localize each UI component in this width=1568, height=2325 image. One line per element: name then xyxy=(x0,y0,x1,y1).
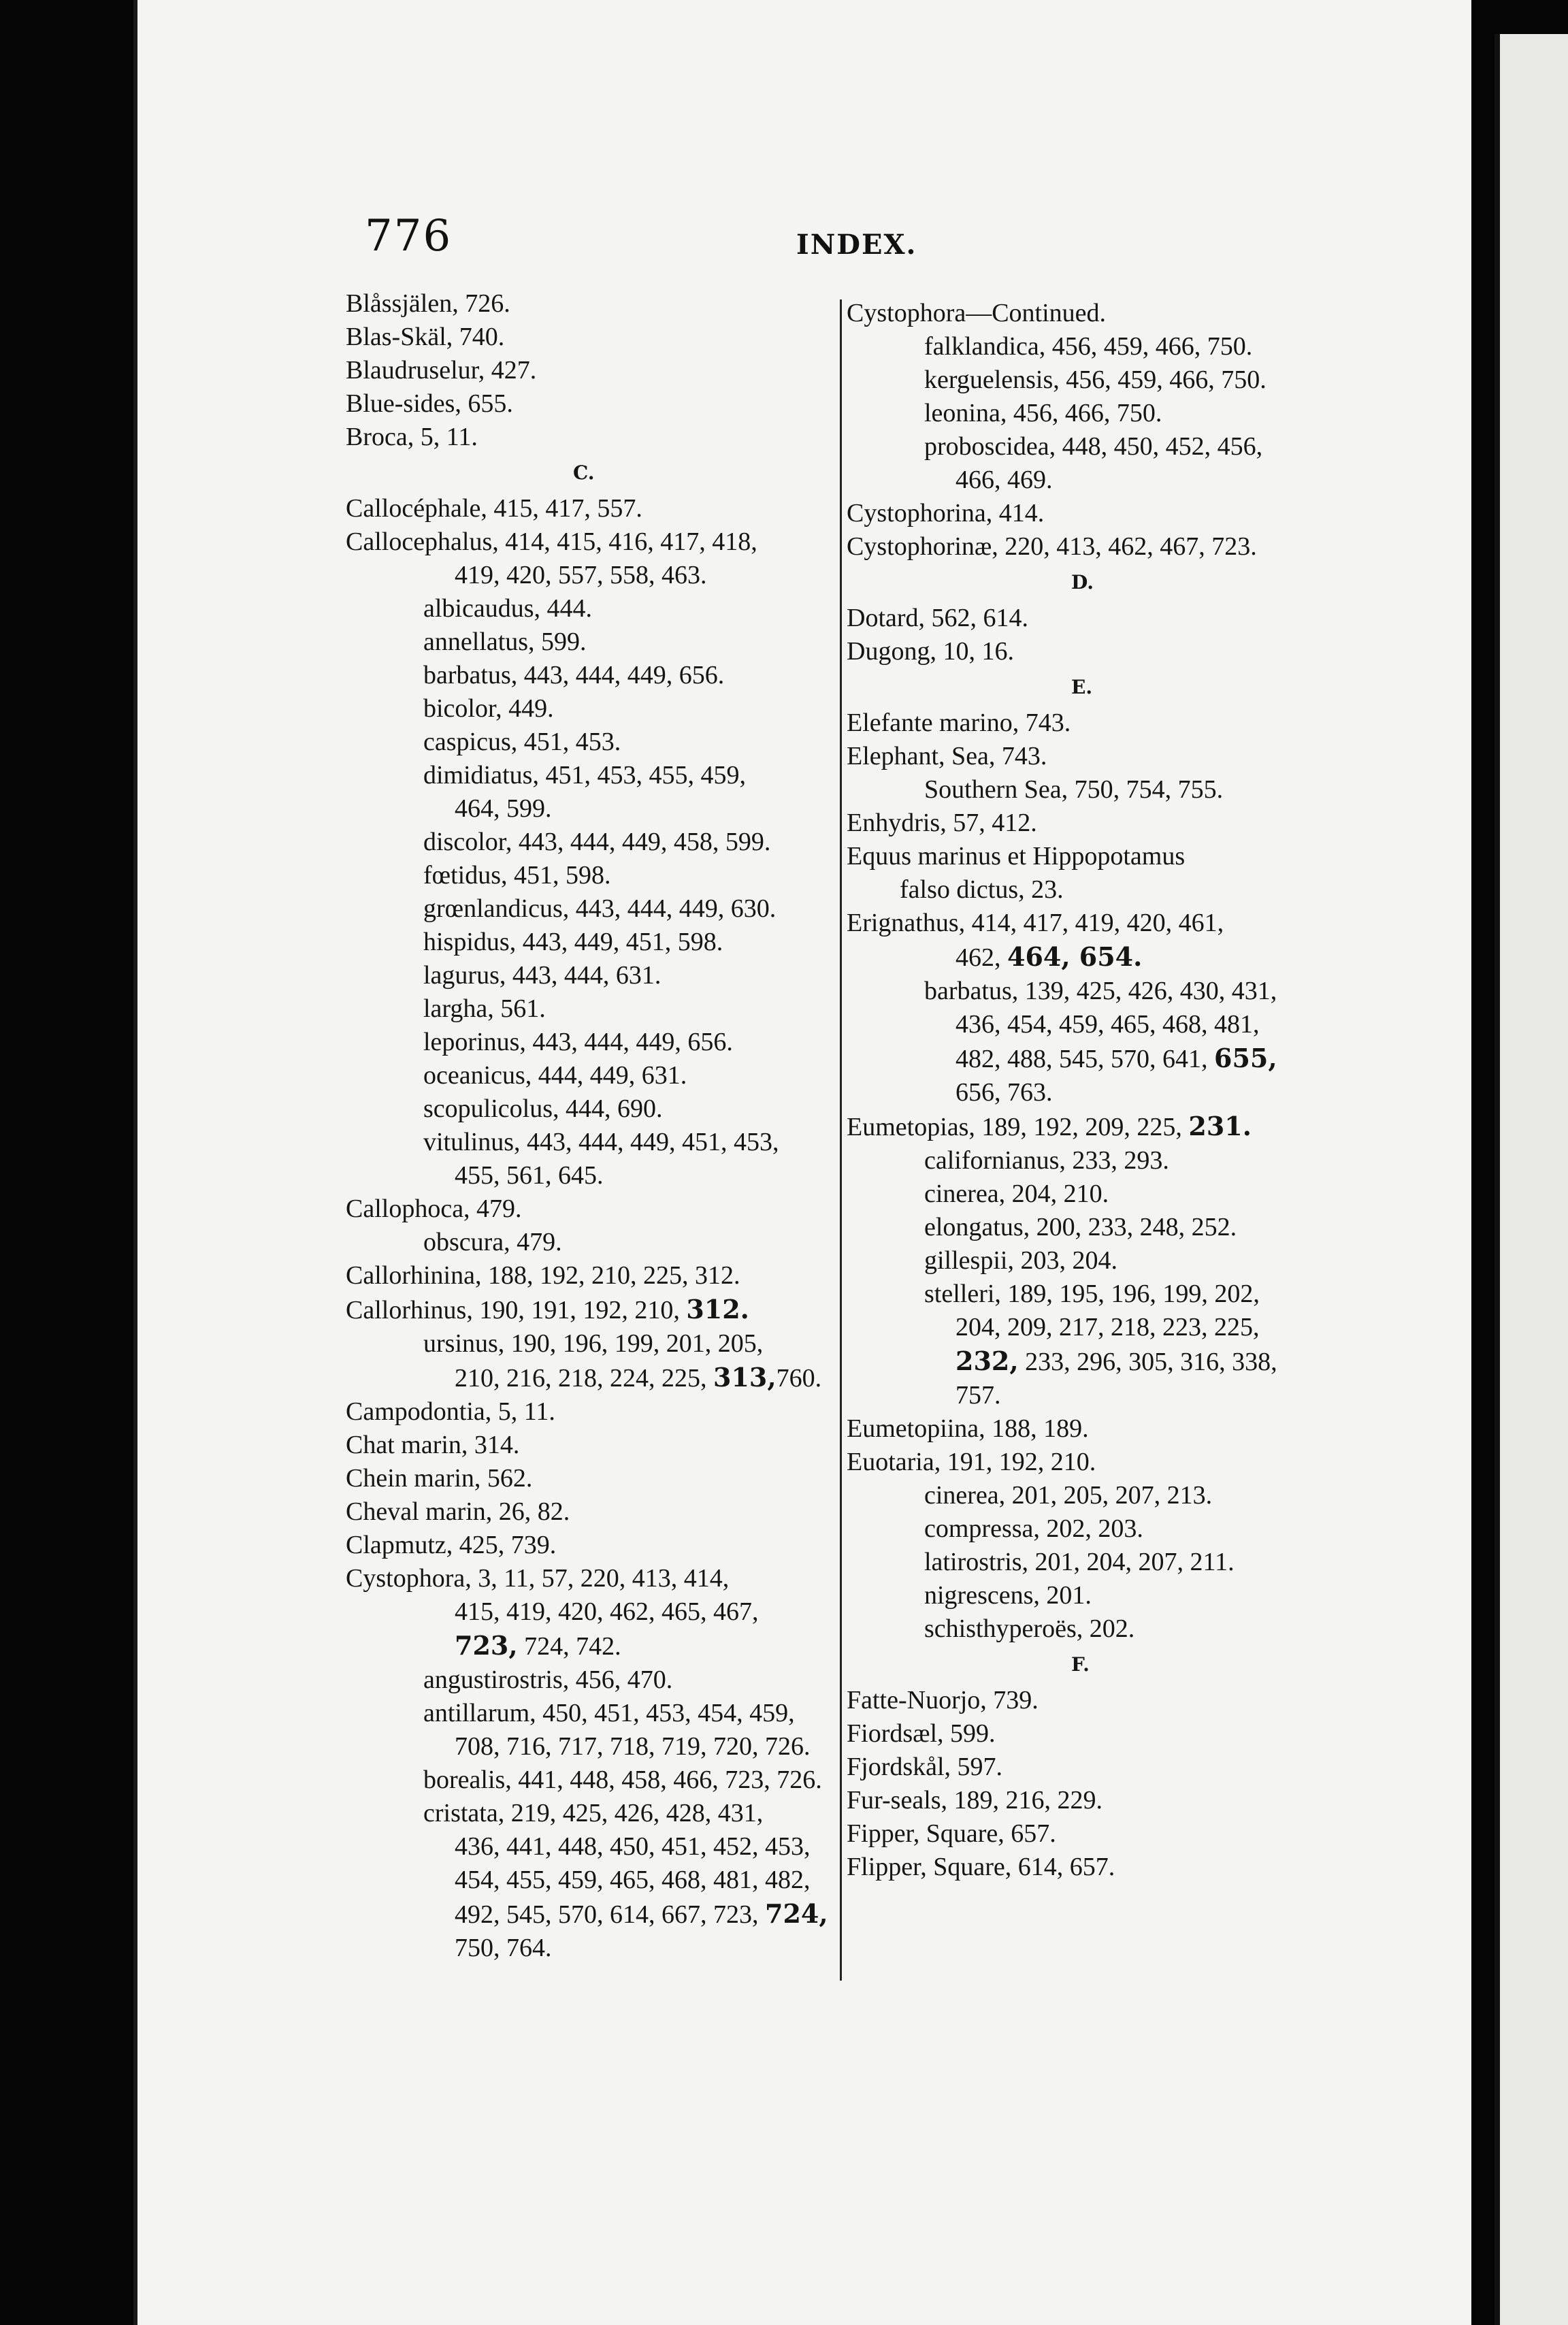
entry-text: grœnlandicus, 443, 444, 449, 630. xyxy=(423,894,777,923)
index-column-right xyxy=(847,297,1337,1884)
index-entry xyxy=(847,497,1337,530)
index-entry xyxy=(847,1211,1337,1244)
index-entry xyxy=(346,421,833,454)
entry-text: albicaudus, 444. xyxy=(423,594,593,623)
index-entry xyxy=(346,321,833,354)
index-entry xyxy=(346,892,833,926)
index-entry xyxy=(847,907,1337,940)
entry-text: Elefante marino, 743. xyxy=(847,709,1071,737)
index-entry xyxy=(847,363,1337,397)
entry-text: 454, 455, 459, 465, 468, 481, 482, xyxy=(455,1866,811,1894)
page-number: 776 xyxy=(365,211,453,261)
index-entry xyxy=(847,1546,1337,1579)
entry-text: annellatus, 599. xyxy=(423,628,587,656)
index-entry xyxy=(346,559,833,592)
entry-text: Callorhinina, 188, 192, 210, 225, 312. xyxy=(346,1261,740,1290)
entry-text: lagurus, 443, 444, 631. xyxy=(423,961,662,990)
entry-text: 210, 216, 218, 224, 225, xyxy=(455,1364,713,1393)
entry-text: gillespii, 203, 204. xyxy=(924,1246,1117,1275)
index-entry xyxy=(346,1361,833,1395)
entry-text: Euotaria, 191, 192, 210. xyxy=(847,1448,1096,1476)
index-column-left xyxy=(346,287,833,1965)
index-entry xyxy=(847,975,1337,1008)
entry-text-tail: 233, 296, 305, 316, 338, xyxy=(1018,1348,1277,1376)
index-entry xyxy=(847,602,1337,635)
index-entry xyxy=(346,1429,833,1462)
entry-text: Dugong, 10, 16. xyxy=(847,637,1014,666)
entry-text: fœtidus, 451, 598. xyxy=(423,861,611,890)
index-entry xyxy=(346,354,833,387)
entry-text: dimidiatus, 451, 453, 455, 459, xyxy=(423,761,746,790)
index-entry xyxy=(847,1379,1337,1412)
entry-text: cinerea, 204, 210. xyxy=(924,1180,1109,1208)
entry-text: Blaudruselur, 427. xyxy=(346,356,537,385)
entry-text: Cheval marin, 26, 82. xyxy=(346,1497,570,1526)
entry-text: barbatus, 443, 444, 449, 656. xyxy=(423,661,725,689)
index-entry xyxy=(346,959,833,992)
index-entry xyxy=(346,592,833,625)
index-entry xyxy=(847,1177,1337,1211)
entry-text: 436, 454, 459, 465, 468, 481, xyxy=(956,1010,1260,1039)
index-entry xyxy=(346,1059,833,1092)
index-entry xyxy=(346,1932,833,1965)
index-entry xyxy=(847,1751,1337,1784)
entry-text: Blas-Skäl, 740. xyxy=(346,323,505,351)
entry-text: Clapmutz, 425, 739. xyxy=(346,1531,557,1559)
entry-text-tail: 760. xyxy=(776,1364,822,1393)
entry-text: cinerea, 201, 205, 207, 213. xyxy=(924,1481,1213,1510)
entry-text: Callocephalus, 414, 415, 416, 417, 418, xyxy=(346,527,757,556)
index-entry xyxy=(346,1292,833,1327)
index-entry xyxy=(847,1612,1337,1646)
index-entry xyxy=(346,1226,833,1259)
entry-text: 204, 209, 217, 218, 223, 225, xyxy=(956,1313,1260,1342)
entry-text: elongatus, 200, 233, 248, 252. xyxy=(924,1213,1237,1241)
entry-text: Callocéphale, 415, 417, 557. xyxy=(346,494,642,523)
index-entry xyxy=(847,1817,1337,1851)
entry-text-tail: 724, 742. xyxy=(517,1632,621,1661)
index-entry xyxy=(346,1159,833,1192)
index-entry xyxy=(847,530,1337,564)
entry-text: antillarum, 450, 451, 453, 454, 459, xyxy=(423,1699,795,1727)
entry-text: Flipper, Square, 614, 657. xyxy=(847,1853,1115,1881)
index-entry xyxy=(346,1595,833,1629)
entry-text: 415, 419, 420, 462, 465, 467, xyxy=(455,1597,759,1626)
entry-text: cristata, 219, 425, 426, 428, 431, xyxy=(423,1799,764,1827)
index-entry xyxy=(847,1344,1337,1379)
entry-text: Eumetopiina, 188, 189. xyxy=(847,1414,1089,1443)
index-entry xyxy=(847,1717,1337,1751)
entry-text: latirostris, 201, 204, 207, 211. xyxy=(924,1548,1235,1576)
entry-text: largha, 561. xyxy=(423,994,546,1023)
entry-text: Fjordskål, 597. xyxy=(847,1753,1003,1781)
index-entry xyxy=(346,692,833,726)
entry-text: Cystophora, 3, 11, 57, 220, 413, 414, xyxy=(346,1564,730,1593)
entry-text: Fur-seals, 189, 216, 229. xyxy=(847,1786,1103,1815)
entry-text: hispidus, 443, 449, 451, 598. xyxy=(423,928,723,956)
entry-text: 455, 561, 645. xyxy=(455,1161,604,1190)
index-entry xyxy=(847,1579,1337,1612)
entry-text: Eumetopias, 189, 192, 209, 225, xyxy=(847,1113,1189,1141)
entry-text: borealis, 441, 448, 458, 466, 723, 726. xyxy=(423,1766,822,1794)
index-entry xyxy=(847,940,1337,975)
entry-text: discolor, 443, 444, 449, 458, 599. xyxy=(423,828,771,856)
index-entry xyxy=(847,873,1337,907)
entry-bold-page: 232, xyxy=(956,1346,1019,1376)
entry-text: Enhydris, 57, 412. xyxy=(847,809,1037,837)
entry-text: Blue-sides, 655. xyxy=(346,389,513,418)
index-entry xyxy=(346,1629,833,1663)
index-entry xyxy=(346,525,833,559)
index-entry xyxy=(847,1008,1337,1041)
index-entry xyxy=(847,1479,1337,1512)
entry-text: Fipper, Square, 657. xyxy=(847,1819,1056,1848)
index-entry xyxy=(847,1446,1337,1479)
entry-text: 482, 488, 545, 570, 641, xyxy=(956,1045,1214,1073)
entry-bold-page: 655, xyxy=(1214,1043,1277,1073)
index-entry xyxy=(346,1327,833,1361)
entry-text: leonina, 456, 466, 750. xyxy=(924,399,1162,427)
entry-text: Callophoca, 479. xyxy=(346,1194,522,1223)
index-entry xyxy=(847,1041,1337,1076)
index-entry xyxy=(847,1851,1337,1884)
index-entry xyxy=(847,1311,1337,1344)
facing-page-edge xyxy=(1494,34,1568,2325)
index-entry xyxy=(847,1512,1337,1546)
index-entry xyxy=(346,1126,833,1159)
entry-text: nigrescens, 201. xyxy=(924,1581,1092,1610)
index-entry xyxy=(847,635,1337,668)
entry-text: Erignathus, 414, 417, 419, 420, 461, xyxy=(847,909,1224,937)
entry-bold-page: 723, xyxy=(455,1630,518,1661)
index-entry xyxy=(847,1076,1337,1109)
entry-text: kerguelensis, 456, 459, 466, 750. xyxy=(924,365,1267,394)
entry-bold-page: 464, 654. xyxy=(1007,941,1143,972)
index-entry xyxy=(346,1697,833,1730)
entry-text: Elephant, Sea, 743. xyxy=(847,742,1047,770)
index-entry xyxy=(346,1092,833,1126)
index-entry xyxy=(346,1259,833,1292)
section-letter: F. xyxy=(1071,1653,1090,1676)
entry-text: 492, 545, 570, 614, 667, 723, xyxy=(455,1900,765,1929)
index-entry xyxy=(346,287,833,321)
index-entry xyxy=(346,826,833,859)
entry-text: barbatus, 139, 425, 426, 430, 431, xyxy=(924,977,1277,1005)
entry-text: leporinus, 443, 444, 449, 656. xyxy=(423,1028,733,1056)
entry-text: Southern Sea, 750, 754, 755. xyxy=(924,775,1224,804)
entry-text: oceanicus, 444, 449, 631. xyxy=(423,1061,687,1090)
column-divider xyxy=(840,299,842,1981)
index-entry xyxy=(847,1278,1337,1311)
index-entry xyxy=(346,792,833,826)
entry-text: 464, 599. xyxy=(455,794,552,823)
entry-text: vitulinus, 443, 444, 449, 451, 453, xyxy=(423,1128,779,1156)
entry-text: 466, 469. xyxy=(956,466,1053,494)
index-entry xyxy=(346,926,833,959)
entry-text: proboscidea, 448, 450, 452, 456, xyxy=(924,432,1263,461)
entry-text: falso dictus, 23. xyxy=(900,875,1064,904)
index-entry xyxy=(346,1730,833,1763)
index-entry xyxy=(346,1663,833,1697)
index-entry xyxy=(346,387,833,421)
entry-text: caspicus, 451, 453. xyxy=(423,728,621,756)
index-entry xyxy=(847,1412,1337,1446)
entry-bold-page: 231. xyxy=(1188,1111,1252,1141)
index-entry xyxy=(847,807,1337,840)
index-entry xyxy=(346,992,833,1026)
entry-text: angustirostris, 456, 470. xyxy=(423,1665,673,1694)
index-entry xyxy=(847,1684,1337,1717)
index-entry xyxy=(847,430,1337,464)
entry-text: 436, 441, 448, 450, 451, 452, 453, xyxy=(455,1832,811,1861)
entry-text: californianus, 233, 293. xyxy=(924,1146,1169,1175)
entry-text: Chat marin, 314. xyxy=(346,1431,520,1459)
entry-text: falklandica, 456, 459, 466, 750. xyxy=(924,332,1253,361)
entry-text: Equus marinus et Hippopotamus xyxy=(847,842,1186,871)
index-entry xyxy=(346,492,833,525)
entry-text: obscura, 479. xyxy=(423,1228,562,1256)
index-entry xyxy=(346,759,833,792)
entry-text: Cystophorinæ, 220, 413, 462, 467, 723. xyxy=(847,532,1257,561)
entry-bold-page: 313, xyxy=(713,1362,777,1393)
entry-text: ursinus, 190, 196, 199, 201, 205, xyxy=(423,1329,764,1358)
entry-text: Callorhinus, 190, 191, 192, 210, xyxy=(346,1296,687,1324)
index-entry xyxy=(847,1784,1337,1817)
section-letter: D. xyxy=(1071,571,1094,594)
index-entry xyxy=(847,706,1337,740)
index-entry xyxy=(346,1395,833,1429)
section-letter: E. xyxy=(1071,676,1093,698)
index-entry xyxy=(346,1192,833,1226)
index-entry xyxy=(847,1109,1337,1144)
entry-text: 757. xyxy=(956,1381,1001,1410)
index-entry xyxy=(346,1495,833,1529)
index-entry xyxy=(346,859,833,892)
index-entry xyxy=(346,625,833,659)
index-entry xyxy=(847,397,1337,430)
index-entry xyxy=(847,464,1337,497)
index-entry xyxy=(346,1797,833,1830)
index-entry xyxy=(847,773,1337,807)
index-entry xyxy=(346,1763,833,1797)
index-entry xyxy=(346,726,833,759)
index-entry xyxy=(847,840,1337,873)
entry-text: 708, 716, 717, 718, 719, 720, 726. xyxy=(455,1732,811,1761)
entry-text: Dotard, 562, 614. xyxy=(847,604,1029,632)
running-head: INDEX. xyxy=(796,229,917,261)
entry-text: schisthyperoës, 202. xyxy=(924,1614,1135,1643)
entry-text: Cystophorina, 414. xyxy=(847,499,1045,527)
index-entry xyxy=(847,330,1337,363)
entry-bold-page: 312. xyxy=(686,1294,749,1324)
index-entry xyxy=(346,1529,833,1562)
entry-bold-page: 724, xyxy=(765,1898,828,1929)
entry-text: 419, 420, 557, 558, 463. xyxy=(455,561,707,589)
entry-text: Broca, 5, 11. xyxy=(346,423,478,451)
entry-text: 462, xyxy=(956,943,1007,972)
entry-text: Campodontia, 5, 11. xyxy=(346,1397,555,1426)
entry-text: Chein marin, 562. xyxy=(346,1464,533,1493)
entry-text: Fiordsæl, 599. xyxy=(847,1719,996,1748)
index-entry xyxy=(346,1830,833,1864)
index-entry xyxy=(847,297,1337,330)
entry-text: Fatte-Nuorjo, 739. xyxy=(847,1686,1039,1714)
entry-text: 750, 764. xyxy=(455,1934,552,1962)
section-letter: C. xyxy=(573,461,595,484)
index-entry xyxy=(346,659,833,692)
entry-text: scopulicolus, 444, 690. xyxy=(423,1094,663,1123)
entry-text: 656, 763. xyxy=(956,1078,1053,1107)
index-entry xyxy=(346,1864,833,1897)
index-entry xyxy=(346,1026,833,1059)
entry-text: compressa, 202, 203. xyxy=(924,1514,1143,1543)
index-entry xyxy=(346,1462,833,1495)
entry-text: Blåssjälen, 726. xyxy=(346,289,510,318)
index-entry xyxy=(346,1562,833,1595)
index-entry xyxy=(847,1144,1337,1177)
index-entry xyxy=(847,1244,1337,1278)
index-entry xyxy=(346,1897,833,1932)
entry-text: stelleri, 189, 195, 196, 199, 202, xyxy=(924,1280,1260,1308)
entry-text: Cystophora—Continued. xyxy=(847,299,1107,327)
entry-text: bicolor, 449. xyxy=(423,694,554,723)
index-entry xyxy=(847,740,1337,773)
